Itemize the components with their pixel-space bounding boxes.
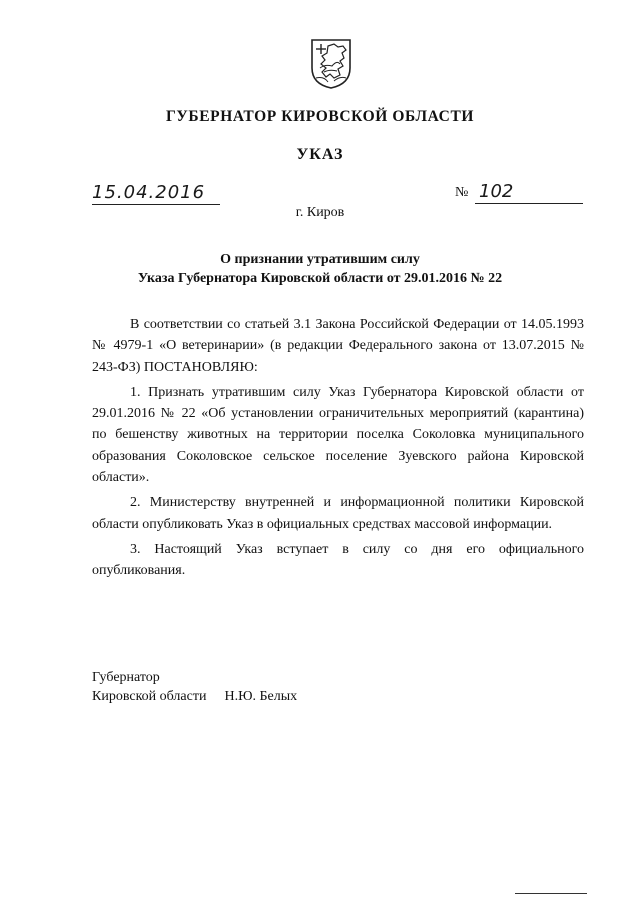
clause-3-paragraph: 3. Настоящий Указ вступает в силу со дня его официального опубликования. — [92, 541, 584, 579]
footer-divider — [515, 893, 587, 894]
number-sign: № — [455, 185, 469, 200]
signatory-row — [92, 687, 297, 706]
signatory-title-line-2: Кировской области — [92, 689, 207, 704]
signature-block — [92, 668, 297, 706]
clause-1-paragraph: 1. Признать утратившим силу Указ Губернатора Кировской области от 29.01.2016 № 22 «Об установлении ограничительных мероприятий (карантина) по бешенству животных на территории поселка Соколовка муниципального образования Соколовское сельское поселение Зуевского района Кировской области». — [92, 384, 584, 486]
subject-line-2: Указа Губернатора Кировской области от 29.01.2016 № 22 — [137, 271, 503, 286]
issue-city: г. Киров — [295, 205, 345, 220]
clause-2-paragraph: 2. Министерству внутренней и информационной политики Кировской области опубликовать Указ в официальных средствах массовой информации. — [92, 495, 584, 532]
signatory-title-line-1: Губернатор — [92, 670, 160, 685]
issuing-authority: ГУБЕРНАТОР КИРОВСКОЙ ОБЛАСТИ — [165, 108, 475, 125]
document-number-field — [455, 180, 583, 204]
document-body — [92, 314, 584, 586]
document-date: 15.04.2016 — [92, 182, 206, 203]
number-underline — [475, 179, 583, 204]
document-date-field — [92, 180, 220, 205]
subject-line-1: О признании утратившим силу — [220, 252, 420, 267]
document-number: 102 — [479, 181, 514, 202]
preamble-paragraph: В соответствии со статьей 3.1 Закона Российской Федерации от 14.05.1993 № 4979-1 «О ветеринарии» (в редакции Федерального закона от 13.07.2015 № 243-ФЗ) ПОСТАНОВЛЯЮ: — [92, 317, 584, 375]
document-subject — [0, 250, 640, 288]
coat-of-arms-icon — [310, 38, 352, 90]
document-type: УКАЗ — [296, 146, 344, 163]
signatory-name: Н.Ю. Белых — [224, 689, 298, 704]
